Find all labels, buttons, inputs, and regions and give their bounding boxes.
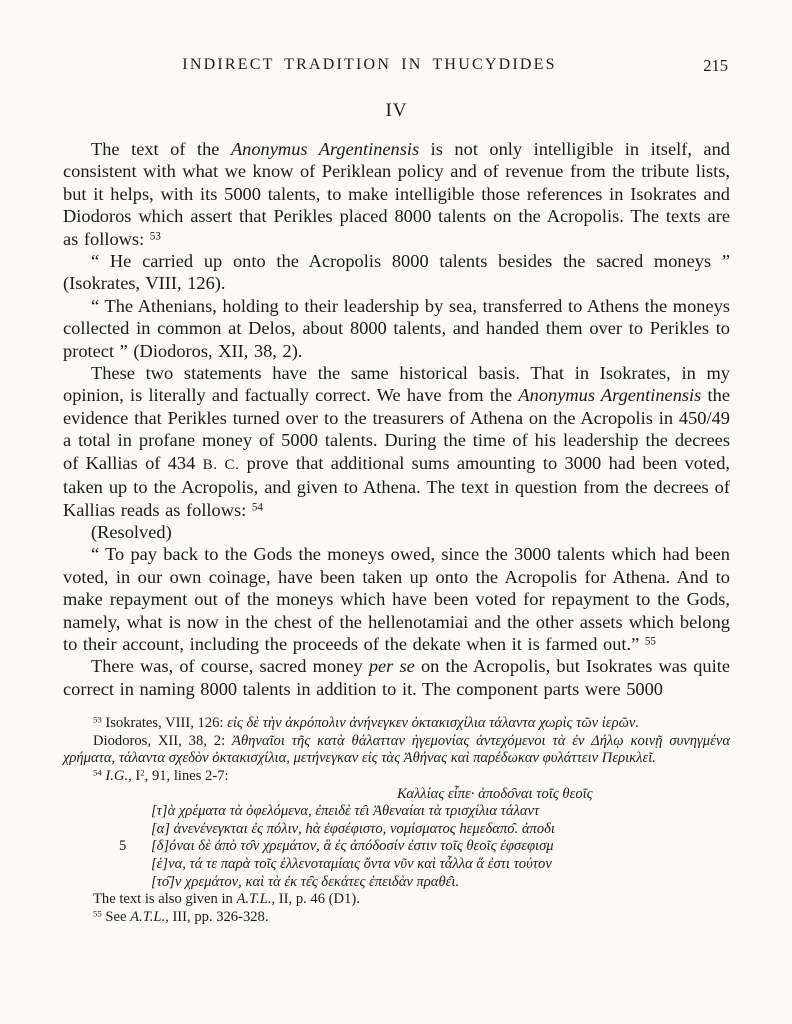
- footnote-53: $^{53}$ Isokrates, VIII, 126: εἰς δὲ τὴν ἀκρόπολιν ἀνήνεγκεν ὀκτακισχίλια τάλαντα χωρὶς τῶν ἱερῶν.: [93, 714, 639, 732]
- page-number: 215: [703, 56, 728, 75]
- quote-kallias-decree: “ To pay back to the Gods the moneys owed, since the 3000 talents which had been voted, in our own coinage, have been taken up onto the Acropolis for Athena. And to make repayment out of the moneys which have been voted for repayment to the Gods, namely, what is now in the chest of the hellenotamiai and the other assets which belong to their account, including the proceeds of the dekate when it is farmed out.” $^{55}$: [63, 544, 730, 654]
- inscription-text: Καλλίας εἶπε· ἀποδο̑ναι τοῖς θεοῖς: [397, 785, 593, 802]
- inscription-text: [το̑]ν χρεμάτον, καὶ τὰ ἐκ τε̑ς δεκάτες ἐπειδὰν πραθε̑ι.: [151, 873, 460, 890]
- inscription-line: [119, 838, 730, 856]
- paragraph-intro: The text of the Anonymus Argentinensis is not only intelligible in itself, and consistent with what we know of Periklean policy and of revenue from the tribute lists, but it helps, with its 5000 talents, to make intelligible those references in Isokrates and Diodoros which assert that Perikles placed 8000 talents on the Acropolis. The texts are as follows: $^{53}$: [63, 139, 730, 249]
- inscription-line: [151, 821, 730, 839]
- inscription-line: [151, 874, 730, 892]
- footnotes-section: [63, 715, 730, 926]
- footnote-54-addendum: The text is also given in A.T.L., II, p. 46 (D1).: [93, 891, 360, 908]
- footnote-55: $^{55}$ See A.T.L., III, pp. 326-328.: [93, 908, 269, 925]
- paragraph-analysis: These two statements have the same historical basis. That in Isokrates, in my opinion, is literally and factually correct. We have from the Anonymus Argentinensis the evidence that Perikles turned over to the treasurers of Athena on the Acropolis in 450/49 a total in profane money of 5000 talents. During the time of his leadership the decrees of Kallias of 434 B. C. prove that additional sums amounting to 3000 had been voted, taken up to the Acropolis, and given to Athena. The text in question from the decrees of Kallias reads as follows: $^{54}$: [63, 363, 730, 520]
- section-heading: IV: [385, 100, 408, 121]
- inscription-line: [151, 803, 730, 821]
- footnote-54: $^{54}$ I.G., $I^2$, 91, lines 2-7:: [93, 767, 229, 784]
- greek-inscription-block: [119, 785, 730, 892]
- quote-diodoros: “ The Athenians, holding to their leadership by sea, transferred to Athens the moneys collected in common at Delos, about 8000 talents, and handed them over to Perikles to protect ” (Diodoros, XII, 38, 2).: [63, 295, 730, 361]
- running-title: INDIRECT TRADITION IN THUCYDIDES: [182, 56, 557, 73]
- quote-isokrates: “ He carried up onto the Acropolis 8000 talents besides the sacred moneys ” (Isokrates, VIII, 126).: [63, 251, 730, 294]
- resolved-line: (Resolved): [91, 521, 172, 542]
- inscription-line: [151, 786, 730, 804]
- inscription-line-number: 5: [119, 838, 127, 855]
- paragraph-conclusion: There was, of course, sacred money per se on the Acropolis, but Isokrates was quite correct in naming 8000 talents in addition to it. The component parts were 5000: [63, 656, 730, 699]
- inscription-text: [τ]ὰ χρέματα τὰ ὀφελόμενα, ἐπειδὲ τε̑ι Ἀθεναίαι τὰ τρισχίλια τάλαντ: [151, 803, 540, 820]
- footnote-53-diodoros: Diodoros, XII, 38, 2: Ἀθηναῖοι τῆς κατὰ θάλατταν ἡγεμονίας ἀντεχόμενοι τὰ ἐν Δήλῳ κοινῇ συνηγμένα χρήματα, τάλαντα σχεδὸν ὀκτακισχίλια, μετήνεγκαν εἰς τὰς Ἀθήνας καὶ παρέδωκαν φυλάττειν Περικλεῖ.: [63, 732, 730, 767]
- running-head: [63, 56, 730, 78]
- inscription-text: [δ]όναι δὲ ἀπὸ το̑ν χρεμάτον, ἃ ἐς ἀπόδοσίν ἐστιν τοῖς θεοῖς ἐφσεφισμ: [151, 838, 554, 855]
- inscription-line: [151, 856, 730, 874]
- inscription-text: [α] ἀνενένεγκται ἐς πόλιν, hὰ ἐφσέφιστο, νομίσματος hεμεδαπο̑. ἀποδι: [151, 820, 555, 837]
- inscription-text: [ἑ]να, τά τε παρὰ τοῖς ἑλλενοταμίαις ὄντα νῦν καὶ τἆλλα ἅ ἐστι τούτον: [151, 855, 552, 872]
